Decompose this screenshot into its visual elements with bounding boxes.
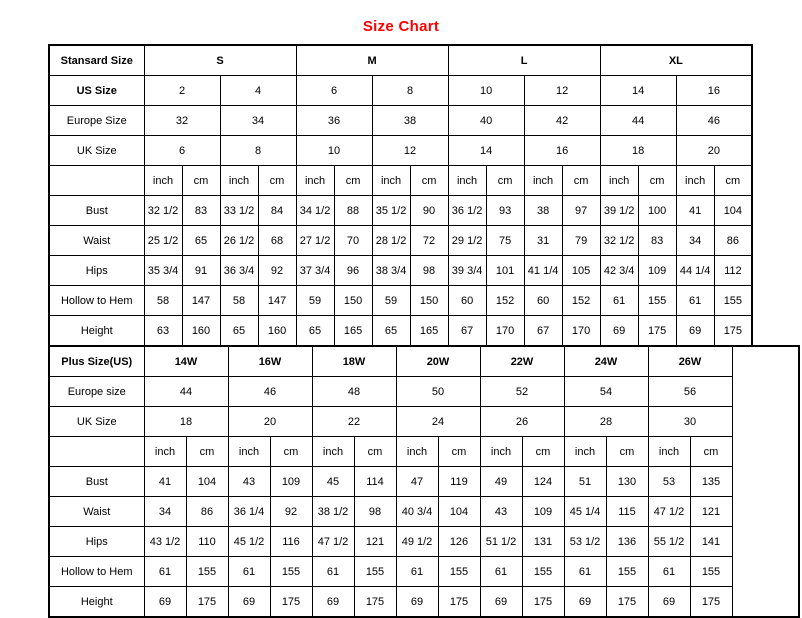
cell: 170	[562, 316, 600, 347]
unit-cell: inch	[564, 437, 606, 467]
cell: 16	[676, 76, 752, 106]
row-label-us-size: US Size	[49, 76, 144, 106]
cell: 109	[638, 256, 676, 286]
cell: 38	[372, 106, 448, 136]
cell: 30	[648, 407, 732, 437]
cell: 42 3/4	[600, 256, 638, 286]
cell: 45	[312, 467, 354, 497]
row-label-uk-size: UK Size	[49, 136, 144, 166]
cell: 97	[562, 196, 600, 226]
cell: 155	[606, 557, 648, 587]
cell: 175	[522, 587, 564, 618]
row-label-hips: Hips	[49, 527, 144, 557]
cell: 8	[372, 76, 448, 106]
table-row-height	[49, 587, 799, 618]
cell: 41 1/4	[524, 256, 562, 286]
cell: 36	[296, 106, 372, 136]
plus-group-header-label: Plus Size(US)	[49, 346, 144, 377]
unit-cell: inch	[228, 437, 270, 467]
cell: 88	[334, 196, 372, 226]
cell: 47 1/2	[312, 527, 354, 557]
cell: 61	[648, 557, 690, 587]
plus-group-24w: 24W	[564, 346, 648, 377]
cell: 69	[648, 587, 690, 618]
cell: 61	[564, 557, 606, 587]
cell: 92	[258, 256, 296, 286]
cell: 34 1/2	[296, 196, 334, 226]
cell: 40	[448, 106, 524, 136]
cell: 160	[258, 316, 296, 347]
cell: 69	[676, 316, 714, 347]
cell: 58	[220, 286, 258, 316]
cell: 100	[638, 196, 676, 226]
cell: 155	[354, 557, 396, 587]
cell: 33 1/2	[220, 196, 258, 226]
row-label-waist: Waist	[49, 497, 144, 527]
cell: 170	[486, 316, 524, 347]
cell: 49 1/2	[396, 527, 438, 557]
cell: 67	[448, 316, 486, 347]
cell: 54	[564, 377, 648, 407]
row-label-units	[49, 166, 144, 196]
cell: 175	[270, 587, 312, 618]
cell: 101	[486, 256, 524, 286]
cell: 38 3/4	[372, 256, 410, 286]
cell: 35 3/4	[144, 256, 182, 286]
cell: 124	[522, 467, 564, 497]
cell: 175	[714, 316, 752, 347]
cell: 60	[524, 286, 562, 316]
cell: 119	[438, 467, 480, 497]
cell: 61	[312, 557, 354, 587]
cell: 69	[564, 587, 606, 618]
table-row-bust	[49, 467, 799, 497]
cell: 136	[606, 527, 648, 557]
row-label-waist: Waist	[49, 226, 144, 256]
cell: 34	[220, 106, 296, 136]
cell: 16	[524, 136, 600, 166]
cell: 38	[524, 196, 562, 226]
cell: 79	[562, 226, 600, 256]
cell: 70	[334, 226, 372, 256]
unit-cell: inch	[220, 166, 258, 196]
cell: 31	[524, 226, 562, 256]
cell: 61	[396, 557, 438, 587]
unit-cell: inch	[396, 437, 438, 467]
cell: 112	[714, 256, 752, 286]
cell: 29 1/2	[448, 226, 486, 256]
cell: 47 1/2	[648, 497, 690, 527]
unit-cell: cm	[410, 166, 448, 196]
cell: 58	[144, 286, 182, 316]
unit-cell: inch	[448, 166, 486, 196]
cell: 121	[354, 527, 396, 557]
cell: 36 1/4	[228, 497, 270, 527]
cell: 109	[270, 467, 312, 497]
cell: 43 1/2	[144, 527, 186, 557]
cell: 69	[396, 587, 438, 618]
row-label-europe-size: Europe size	[49, 377, 144, 407]
cell: 47	[396, 467, 438, 497]
table-row-europe-size	[49, 106, 752, 136]
cell: 12	[524, 76, 600, 106]
table-row-uk-size	[49, 407, 799, 437]
cell: 6	[144, 136, 220, 166]
table-row-bust	[49, 196, 752, 226]
cell: 37 3/4	[296, 256, 334, 286]
cell: 135	[690, 467, 732, 497]
page-title: Size Chart	[362, 18, 440, 35]
cell: 42	[524, 106, 600, 136]
plus-group-14w: 14W	[144, 346, 228, 377]
unit-cell: cm	[690, 437, 732, 467]
cell: 6	[296, 76, 372, 106]
cell: 65	[182, 226, 220, 256]
cell: 12	[372, 136, 448, 166]
plus-group-18w: 18W	[312, 346, 396, 377]
cell: 38 1/2	[312, 497, 354, 527]
cell: 20	[228, 407, 312, 437]
cell: 150	[334, 286, 372, 316]
unit-cell: cm	[606, 437, 648, 467]
cell: 72	[410, 226, 448, 256]
unit-cell: cm	[522, 437, 564, 467]
row-label-bust: Bust	[49, 196, 144, 226]
cell: 50	[396, 377, 480, 407]
cell: 86	[186, 497, 228, 527]
unit-cell: cm	[438, 437, 480, 467]
cell: 32 1/2	[144, 196, 182, 226]
cell: 115	[606, 497, 648, 527]
standard-group-xl: XL	[600, 45, 752, 76]
cell: 69	[144, 587, 186, 618]
table-row-waist	[49, 497, 799, 527]
unit-cell: cm	[182, 166, 220, 196]
cell: 155	[438, 557, 480, 587]
cell: 46	[228, 377, 312, 407]
cell: 43	[480, 497, 522, 527]
cell: 175	[690, 587, 732, 618]
cell: 150	[410, 286, 448, 316]
cell: 49	[480, 467, 522, 497]
standard-group-s: S	[144, 45, 296, 76]
plus-group-20w: 20W	[396, 346, 480, 377]
unit-cell: inch	[648, 437, 690, 467]
cell: 175	[638, 316, 676, 347]
cell: 18	[144, 407, 228, 437]
cell: 69	[228, 587, 270, 618]
cell: 110	[186, 527, 228, 557]
cell: 69	[600, 316, 638, 347]
table-row-units	[49, 437, 799, 467]
cell: 32 1/2	[600, 226, 638, 256]
unit-cell: cm	[486, 166, 524, 196]
cell: 152	[562, 286, 600, 316]
cell: 59	[296, 286, 334, 316]
cell: 35 1/2	[372, 196, 410, 226]
cell: 2	[144, 76, 220, 106]
unit-cell: inch	[144, 437, 186, 467]
cell: 65	[372, 316, 410, 347]
cell: 92	[270, 497, 312, 527]
cell: 25 1/2	[144, 226, 182, 256]
cell: 165	[410, 316, 448, 347]
cell: 60	[448, 286, 486, 316]
plus-group-22w: 22W	[480, 346, 564, 377]
empty-cell	[732, 346, 799, 617]
row-label-hollow-to-hem: Hollow to Hem	[49, 286, 144, 316]
unit-cell: cm	[638, 166, 676, 196]
cell: 32	[144, 106, 220, 136]
cell: 10	[448, 76, 524, 106]
cell: 61	[228, 557, 270, 587]
row-label-uk-size: UK Size	[49, 407, 144, 437]
unit-cell: inch	[144, 166, 182, 196]
cell: 69	[480, 587, 522, 618]
cell: 98	[354, 497, 396, 527]
cell: 8	[220, 136, 296, 166]
cell: 86	[714, 226, 752, 256]
cell: 69	[312, 587, 354, 618]
table-row-group-header	[49, 346, 799, 377]
cell: 155	[270, 557, 312, 587]
cell: 10	[296, 136, 372, 166]
plus-group-26w: 26W	[648, 346, 732, 377]
row-label-europe-size: Europe Size	[49, 106, 144, 136]
cell: 53 1/2	[564, 527, 606, 557]
unit-cell: cm	[354, 437, 396, 467]
unit-cell: cm	[270, 437, 312, 467]
cell: 114	[354, 467, 396, 497]
cell: 96	[334, 256, 372, 286]
cell: 41	[676, 196, 714, 226]
cell: 51	[564, 467, 606, 497]
cell: 130	[606, 467, 648, 497]
cell: 51 1/2	[480, 527, 522, 557]
unit-cell: inch	[296, 166, 334, 196]
cell: 91	[182, 256, 220, 286]
cell: 24	[396, 407, 480, 437]
cell: 41	[144, 467, 186, 497]
cell: 14	[448, 136, 524, 166]
cell: 61	[676, 286, 714, 316]
cell: 109	[522, 497, 564, 527]
cell: 55 1/2	[648, 527, 690, 557]
cell: 45 1/4	[564, 497, 606, 527]
standard-group-header-label: Stansard Size	[49, 45, 144, 76]
cell: 28	[564, 407, 648, 437]
cell: 147	[258, 286, 296, 316]
cell: 65	[220, 316, 258, 347]
cell: 56	[648, 377, 732, 407]
plus-size-table	[48, 345, 800, 618]
cell: 147	[182, 286, 220, 316]
cell: 22	[312, 407, 396, 437]
cell: 175	[438, 587, 480, 618]
cell: 93	[486, 196, 524, 226]
cell: 116	[270, 527, 312, 557]
cell: 84	[258, 196, 296, 226]
cell: 105	[562, 256, 600, 286]
row-label-height: Height	[49, 587, 144, 618]
standard-group-m: M	[296, 45, 448, 76]
table-row-uk-size	[49, 136, 752, 166]
cell: 40 3/4	[396, 497, 438, 527]
cell: 18	[600, 136, 676, 166]
cell: 44 1/4	[676, 256, 714, 286]
table-row-units	[49, 166, 752, 196]
cell: 39 1/2	[600, 196, 638, 226]
cell: 68	[258, 226, 296, 256]
cell: 160	[182, 316, 220, 347]
table-row-waist	[49, 226, 752, 256]
cell: 44	[600, 106, 676, 136]
cell: 104	[438, 497, 480, 527]
cell: 155	[690, 557, 732, 587]
cell: 90	[410, 196, 448, 226]
unit-cell: inch	[372, 166, 410, 196]
cell: 36 3/4	[220, 256, 258, 286]
row-label-bust: Bust	[49, 467, 144, 497]
cell: 75	[486, 226, 524, 256]
cell: 126	[438, 527, 480, 557]
unit-cell: inch	[524, 166, 562, 196]
cell: 45 1/2	[228, 527, 270, 557]
table-row-hollow-to-hem	[49, 286, 752, 316]
unit-cell: inch	[600, 166, 638, 196]
cell: 4	[220, 76, 296, 106]
cell: 141	[690, 527, 732, 557]
cell: 67	[524, 316, 562, 347]
cell: 59	[372, 286, 410, 316]
unit-cell: cm	[258, 166, 296, 196]
row-label-units	[49, 437, 144, 467]
cell: 61	[600, 286, 638, 316]
cell: 27 1/2	[296, 226, 334, 256]
plus-group-16w: 16W	[228, 346, 312, 377]
cell: 152	[486, 286, 524, 316]
cell: 131	[522, 527, 564, 557]
cell: 83	[182, 196, 220, 226]
cell: 65	[296, 316, 334, 347]
cell: 175	[354, 587, 396, 618]
cell: 61	[144, 557, 186, 587]
unit-cell: cm	[562, 166, 600, 196]
table-row-europe-size	[49, 377, 799, 407]
unit-cell: cm	[714, 166, 752, 196]
unit-cell: inch	[480, 437, 522, 467]
row-label-height: Height	[49, 316, 144, 347]
cell: 26 1/2	[220, 226, 258, 256]
table-row-hollow-to-hem	[49, 557, 799, 587]
cell: 34	[144, 497, 186, 527]
cell: 36 1/2	[448, 196, 486, 226]
cell: 155	[714, 286, 752, 316]
table-row-group-header	[49, 45, 752, 76]
cell: 46	[676, 106, 752, 136]
unit-cell: inch	[676, 166, 714, 196]
cell: 155	[522, 557, 564, 587]
row-label-hips: Hips	[49, 256, 144, 286]
cell: 53	[648, 467, 690, 497]
cell: 155	[638, 286, 676, 316]
cell: 155	[186, 557, 228, 587]
unit-cell: cm	[334, 166, 372, 196]
cell: 104	[186, 467, 228, 497]
cell: 26	[480, 407, 564, 437]
cell: 52	[480, 377, 564, 407]
standard-size-table	[48, 44, 753, 347]
standard-group-l: L	[448, 45, 600, 76]
cell: 14	[600, 76, 676, 106]
table-row-height	[49, 316, 752, 347]
cell: 121	[690, 497, 732, 527]
cell: 175	[606, 587, 648, 618]
cell: 39 3/4	[448, 256, 486, 286]
cell: 34	[676, 226, 714, 256]
table-row-us-size	[49, 76, 752, 106]
cell: 63	[144, 316, 182, 347]
cell: 175	[186, 587, 228, 618]
cell: 20	[676, 136, 752, 166]
cell: 83	[638, 226, 676, 256]
cell: 43	[228, 467, 270, 497]
cell: 104	[714, 196, 752, 226]
unit-cell: inch	[312, 437, 354, 467]
cell: 61	[480, 557, 522, 587]
table-row-hips	[49, 256, 752, 286]
cell: 28 1/2	[372, 226, 410, 256]
unit-cell: cm	[186, 437, 228, 467]
cell: 165	[334, 316, 372, 347]
table-row-hips	[49, 527, 799, 557]
row-label-hollow-to-hem: Hollow to Hem	[49, 557, 144, 587]
cell: 98	[410, 256, 448, 286]
cell: 44	[144, 377, 228, 407]
cell: 48	[312, 377, 396, 407]
